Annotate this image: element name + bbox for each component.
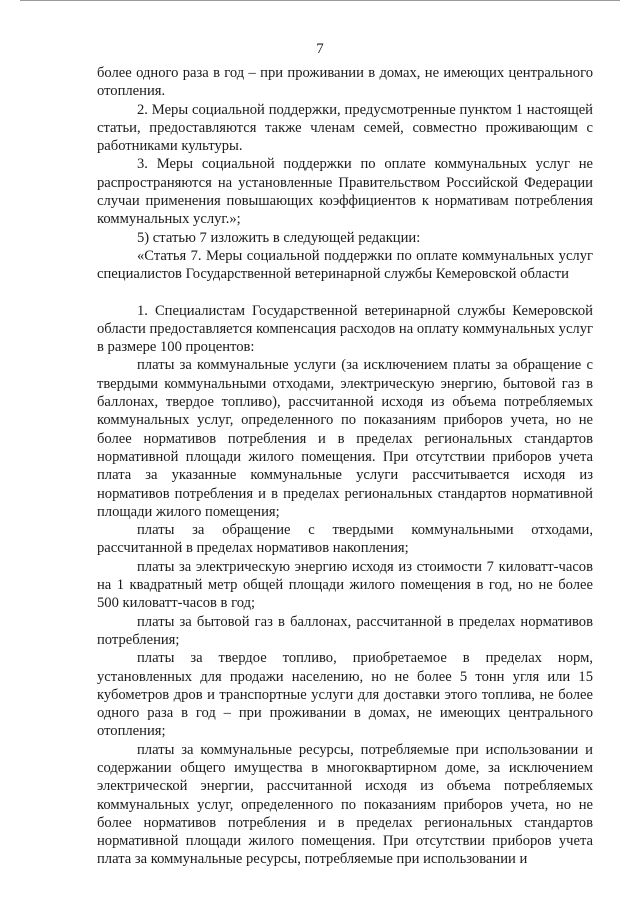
- paragraph-continuation: более одного раза в год – при проживании в домах, не имеющих центрального отопления.: [97, 65, 593, 100]
- document-body: [97, 64, 593, 869]
- paragraph-item-2: 2. Меры социальной поддержки, предусмотренные пунктом 1 настоящей статьи, предоставляются также членам семей, совместно проживающим с работниками культуры.: [97, 101, 593, 155]
- article-7-heading: «Статья 7. Меры социальной поддержки по оплате коммунальных услуг специалистов Государственной ветеринарной службы Кемеровской области: [97, 247, 593, 283]
- list-item-waste: платы за обращение с твердыми коммунальными отходами, рассчитанной в пределах нормативов накопления;: [97, 522, 593, 557]
- list-item-utilities: платы за коммунальные услуги (за исключением платы за обращение с твердыми коммунальными отходами, электрическую энергию, бытовой газ в баллонах, твердое топливо), рассчитанной исходя из объема потребляемых коммунальных услуг, определенного по показаниям приборов учета, но не более нормативов потребления и в пределах региональных стандартов нормативной площади жилого помещения. При отсутствии приборов учета плата за указанные коммунальные услуги рассчитывается исходя из нормативов потребления и в пределах региональных стандартов нормативной площади жилого помещения;: [97, 357, 593, 520]
- list-item-electricity: платы за электрическую энергию исходя из стоимости 7 киловатт-часов на 1 квадратный метр общей площади жилого помещения в год, но не более 500 киловатт-часов в год;: [97, 558, 593, 612]
- list-item-solid-fuel: платы за твердое топливо, приобретаемое в пределах норм, установленных для продажи населению, но не более 5 тонн угля или 15 кубометров дров и транспортные услуги для доставки этого топлива, не более одного раза в год – при проживании в домах, не имеющих центрального отопления;: [97, 650, 593, 740]
- list-item-gas: платы за бытовой газ в баллонах, рассчитанной в пределах нормативов потребления;: [97, 613, 593, 648]
- list-item-common-property: платы за коммунальные ресурсы, потребляемые при использовании и содержании общего имущества в многоквартирном доме, за исключением электрической энергии, рассчитанной исходя из объема потребляемых коммунальных услуг, определенного по показаниям приборов учета, но не более нормативов потребления и в пределах региональных стандартов нормативной площади жилого помещения. При отсутствии приборов учета плата за коммунальные ресурсы, потребляемые при использовании и: [97, 741, 593, 868]
- paragraph-gap: [97, 284, 593, 302]
- paragraph-amendment-5: 5) статью 7 изложить в следующей редакции:: [137, 229, 421, 246]
- page-top-edge: [20, 0, 620, 1]
- page-number: 7: [316, 41, 324, 57]
- article-7-item-1: 1. Специалистам Государственной ветеринарной службы Кемеровской области предоставляется компенсация расходов на оплату коммунальных услуг в размере 100 процентов:: [97, 302, 593, 356]
- paragraph-item-3: 3. Меры социальной поддержки по оплате коммунальных услуг не распространяются на установленные Правительством Российской Федерации случаи применения повышающих коэффициентов к нормативам потребления коммунальных услуг.»;: [97, 156, 593, 228]
